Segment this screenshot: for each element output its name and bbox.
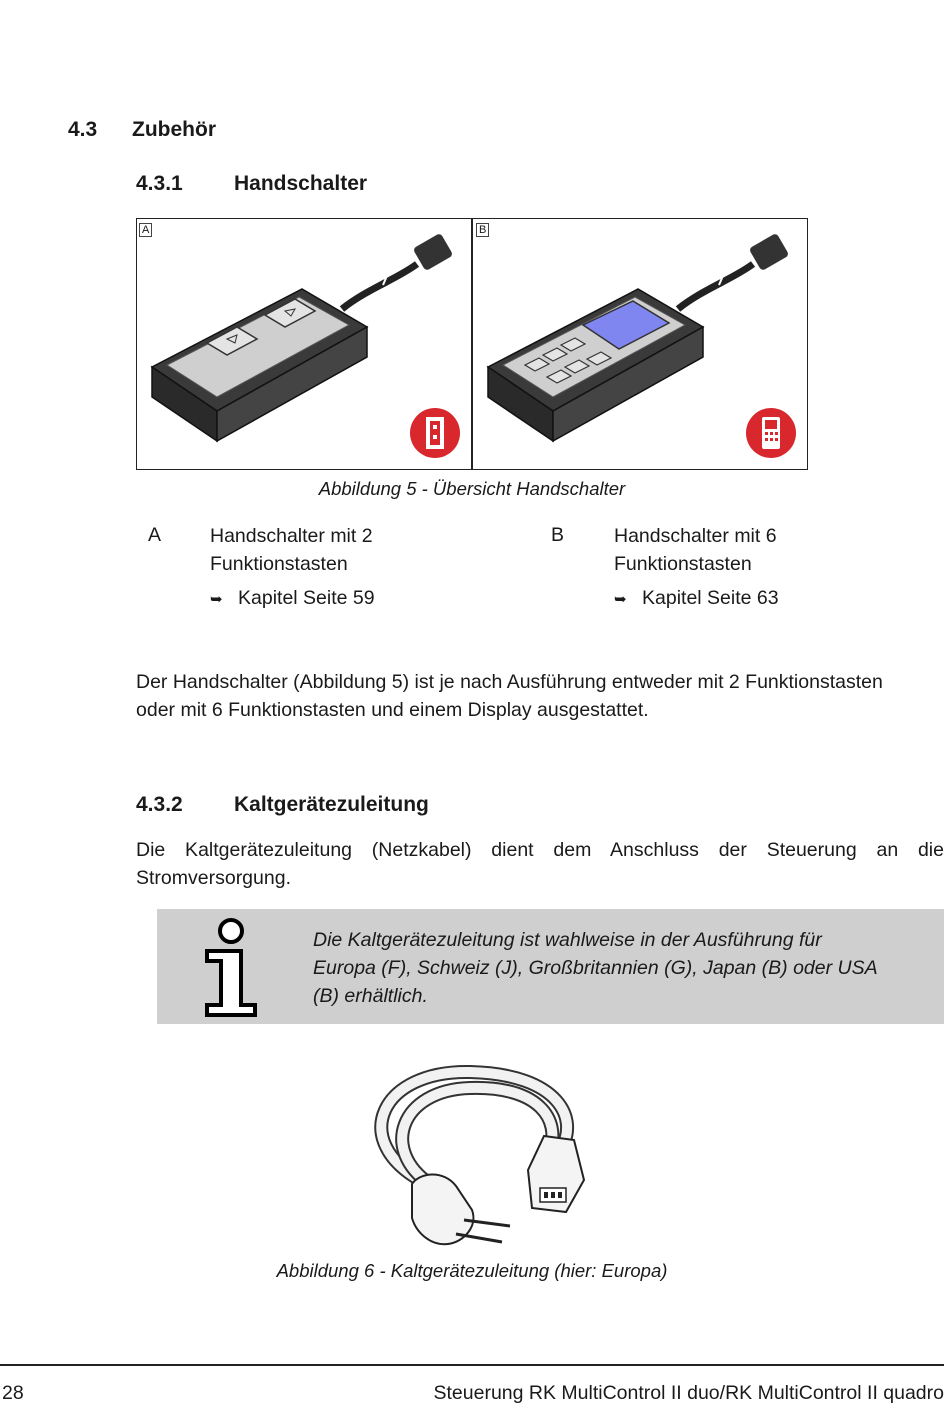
info-line3: (B) erhältlich.: [313, 985, 428, 1007]
kaltgeraetezuleitung-illustration: [360, 1060, 590, 1250]
subsection-number: 4.3.1: [136, 172, 183, 195]
subsection-heading-kaltgeraetezuleitung: [136, 793, 429, 817]
info-box: [157, 909, 944, 1024]
handschalter-2-tasten-illustration: [137, 219, 471, 469]
figure5-caption: Abbildung 5 - Übersicht Handschalter: [318, 478, 626, 499]
subsection-number: 4.3.2: [136, 793, 183, 816]
legend-item-a: [210, 522, 510, 614]
legend-letter-b: B: [551, 524, 565, 546]
subsection-title: Kaltgerätezuleitung: [234, 793, 429, 816]
legend-b-ref-text: Kapitel Seite 63: [642, 587, 779, 609]
section-title: Zubehör: [132, 118, 216, 141]
info-text: [313, 926, 923, 1010]
footer-divider: [0, 1364, 944, 1366]
legend-a-line2: Funktionstasten: [210, 553, 348, 575]
paragraph-kaltgeraetezuleitung: [136, 836, 944, 892]
subsection-heading-handschalter: [136, 172, 367, 196]
legend-a-ref[interactable]: [210, 584, 510, 614]
page-number: 28: [2, 1382, 24, 1404]
paragraph1-line1: Der Handschalter (Abbildung 5) ist je nach Ausführung entweder mit 2 Funktionstasten: [136, 671, 883, 693]
info-line2: Europa (F), Schweiz (J), Großbritannien (G), Japan (B) oder USA: [313, 957, 878, 979]
subsection-title: Handschalter: [234, 172, 368, 195]
handschalter-6-tasten-illustration: [473, 219, 807, 469]
section-heading: [68, 118, 216, 142]
info-line1: Die Kaltgerätezuleitung ist wahlweise in der Ausführung für: [313, 929, 822, 951]
panel-a-label: A: [139, 223, 152, 237]
section-number: 4.3: [68, 118, 98, 141]
legend-letter-a: A: [148, 524, 162, 546]
legend-a-line1: Handschalter mit 2: [210, 525, 373, 547]
panel-b-label: B: [476, 223, 489, 237]
legend-b-line2: Funktionstasten: [614, 553, 752, 575]
arrow-right-icon: ➥: [614, 591, 627, 608]
paragraph2-line2: Stromversorgung.: [136, 867, 291, 889]
figure6-caption: Abbildung 6 - Kaltgerätezuleitung (hier: Europa): [276, 1260, 668, 1281]
document-title: Steuerung RK MultiControl II duo/RK MultiControl II quadro: [433, 1382, 944, 1404]
legend-b-line1: Handschalter mit 6: [614, 525, 777, 547]
figure-handschalter: [136, 218, 808, 470]
paragraph1-line2: oder mit 6 Funktionstasten und einem Display ausgestattet.: [136, 699, 649, 721]
legend-b-ref[interactable]: [614, 584, 914, 614]
legend-item-b: [614, 522, 914, 614]
paragraph2-line1: Die Kaltgerätezuleitung (Netzkabel) dient dem Anschluss der Steuerung an die: [136, 839, 944, 861]
legend-a-ref-text: Kapitel Seite 59: [238, 587, 375, 609]
info-icon: [201, 917, 263, 1017]
paragraph-handschalter: [136, 668, 946, 724]
arrow-right-icon: ➥: [210, 591, 223, 608]
